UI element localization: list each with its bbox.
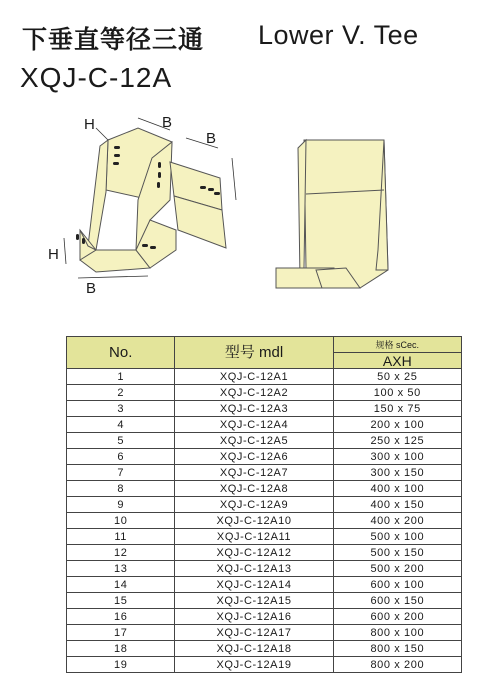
cell-spec: 600 x 100 (333, 577, 461, 593)
cell-model: XQJ-C-12A3 (175, 401, 333, 417)
cell-no: 14 (67, 577, 175, 593)
cell-no: 11 (67, 529, 175, 545)
cell-spec: 800 x 150 (333, 641, 461, 657)
cell-no: 1 (67, 369, 175, 385)
table-row (67, 657, 462, 673)
table-row (67, 609, 462, 625)
cell-no: 10 (67, 513, 175, 529)
cell-model: XQJ-C-12A14 (175, 577, 333, 593)
table-row (67, 529, 462, 545)
cell-model: XQJ-C-12A17 (175, 625, 333, 641)
spec-table-body (67, 369, 462, 673)
cell-model: XQJ-C-12A19 (175, 657, 333, 673)
cell-model: XQJ-C-12A4 (175, 417, 333, 433)
cell-model: XQJ-C-12A9 (175, 497, 333, 513)
table-row (67, 593, 462, 609)
tee-left-side (88, 140, 108, 250)
cell-spec: 50 x 25 (333, 369, 461, 385)
cell-spec: 800 x 100 (333, 625, 461, 641)
cell-no: 17 (67, 625, 175, 641)
cell-no: 12 (67, 545, 175, 561)
cell-spec: 500 x 200 (333, 561, 461, 577)
col-header-spec: 规格 sCec. (333, 337, 461, 353)
table-row (67, 449, 462, 465)
cell-spec: 400 x 150 (333, 497, 461, 513)
dim-label-b-right: B (206, 130, 217, 147)
cell-spec: 600 x 150 (333, 593, 461, 609)
cell-model: XQJ-C-12A2 (175, 385, 333, 401)
cell-no: 3 (67, 401, 175, 417)
cell-no: 16 (67, 609, 175, 625)
cell-spec: 300 x 150 (333, 465, 461, 481)
cell-model: XQJ-C-12A18 (175, 641, 333, 657)
cell-no: 5 (67, 433, 175, 449)
cell-model: XQJ-C-12A7 (175, 465, 333, 481)
cell-no: 19 (67, 657, 175, 673)
cell-spec: 800 x 200 (333, 657, 461, 673)
cell-model: XQJ-C-12A16 (175, 609, 333, 625)
dim-label-h-left: H (48, 246, 59, 263)
cell-spec: 500 x 150 (333, 545, 461, 561)
table-row (67, 513, 462, 529)
table-row (67, 465, 462, 481)
cell-no: 6 (67, 449, 175, 465)
cell-model: XQJ-C-12A6 (175, 449, 333, 465)
cell-no: 15 (67, 593, 175, 609)
table-row (67, 433, 462, 449)
table-row (67, 641, 462, 657)
plain-tray-view (276, 140, 388, 288)
dim-label-b-top: B (162, 114, 173, 131)
cell-no: 4 (67, 417, 175, 433)
table-row (67, 369, 462, 385)
table-row (67, 417, 462, 433)
cell-no: 18 (67, 641, 175, 657)
cell-spec: 300 x 100 (333, 449, 461, 465)
cell-spec: 100 x 50 (333, 385, 461, 401)
spec-table (66, 336, 462, 673)
table-row (67, 497, 462, 513)
title-english: Lower V. Tee (258, 20, 419, 50)
cell-no: 7 (67, 465, 175, 481)
cell-no: 8 (67, 481, 175, 497)
tray-left-edge (298, 140, 306, 278)
table-row (67, 385, 462, 401)
cell-no: 13 (67, 561, 175, 577)
cell-no: 2 (67, 385, 175, 401)
cell-model: XQJ-C-12A8 (175, 481, 333, 497)
tray-illustrations (0, 100, 500, 320)
cell-spec: 200 x 100 (333, 417, 461, 433)
model-code: XQJ-C-12A (20, 62, 173, 93)
table-row (67, 561, 462, 577)
cell-spec: 250 x 125 (333, 433, 461, 449)
table-row (67, 545, 462, 561)
title-chinese: 下垂直等径三通 (22, 25, 205, 54)
cell-model: XQJ-C-12A5 (175, 433, 333, 449)
cell-spec: 600 x 200 (333, 609, 461, 625)
table-row (67, 401, 462, 417)
dim-label-b-bottom: B (86, 280, 97, 297)
cell-spec: 400 x 100 (333, 481, 461, 497)
cell-spec: 150 x 75 (333, 401, 461, 417)
cell-model: XQJ-C-12A12 (175, 545, 333, 561)
dim-label-h-top: H (84, 116, 95, 133)
cell-spec: 500 x 100 (333, 529, 461, 545)
table-row (67, 577, 462, 593)
cell-no: 9 (67, 497, 175, 513)
product-drawing (0, 100, 500, 320)
cell-model: XQJ-C-12A11 (175, 529, 333, 545)
table-row (67, 625, 462, 641)
col-header-no: No. (67, 337, 175, 369)
table-row (67, 481, 462, 497)
cell-model: XQJ-C-12A10 (175, 513, 333, 529)
tray-front-face (304, 140, 388, 288)
cell-model: XQJ-C-12A15 (175, 593, 333, 609)
cell-model: XQJ-C-12A1 (175, 369, 333, 385)
cell-model: XQJ-C-12A13 (175, 561, 333, 577)
col-header-axh: AXH (333, 353, 461, 369)
cell-spec: 400 x 200 (333, 513, 461, 529)
col-header-model: 型号 mdl (175, 337, 333, 369)
